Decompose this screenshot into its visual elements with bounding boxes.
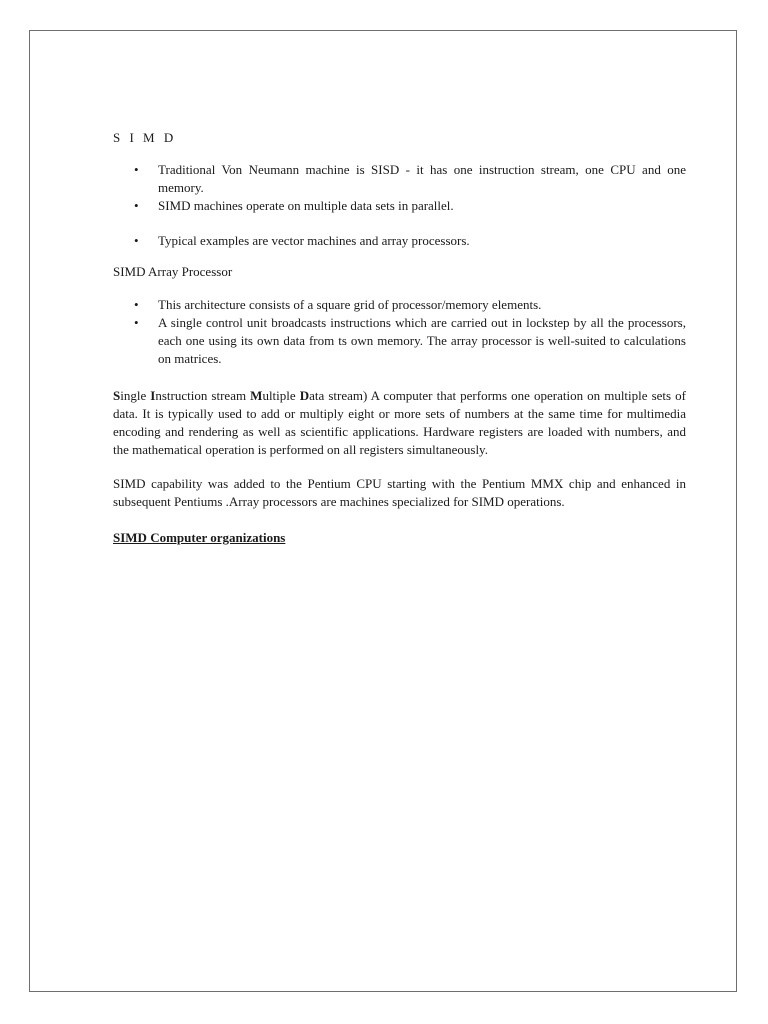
- document-page: [29, 30, 737, 992]
- list-item-text: SIMD machines operate on multiple data sets in parallel.: [158, 198, 454, 213]
- bullet-icon: •: [134, 198, 139, 213]
- bullet-list-array-processor: [113, 296, 686, 368]
- bullet-icon: •: [134, 297, 139, 312]
- list-item: [134, 232, 686, 250]
- bold-initial: M: [250, 388, 263, 403]
- list-item: [134, 161, 686, 197]
- bullet-icon: •: [134, 233, 139, 248]
- paragraph-definition: [113, 387, 686, 459]
- list-item-text: Typical examples are vector machines and array processors.: [158, 233, 470, 248]
- bold-initial: D: [299, 388, 310, 403]
- paragraph-text: nstruction stream: [155, 388, 251, 403]
- paragraph-text: ata stream) A computer that performs one operation on multiple sets of data. It is typically used to add or multiply eight or more sets of numbers at the same time for multimedia encoding and rendering as well as scientific applications. Hardware registers are loaded with numbers, and the mathematical operation is performed on all registers simultaneously.: [113, 388, 687, 457]
- list-item: [134, 197, 686, 215]
- document-body: [113, 129, 686, 547]
- bold-initial: I: [150, 388, 156, 403]
- subheading: SIMD Computer organizations: [113, 530, 286, 545]
- bullet-icon: •: [134, 315, 139, 330]
- bullet-list-simd-intro: [113, 161, 686, 250]
- list-item-text: Traditional Von Neumann machine is SISD - it has one instruction stream, one CPU and one memory.: [158, 162, 686, 195]
- list-item: [134, 296, 686, 314]
- list-item-text: This architecture consists of a square grid of processor/memory elements.: [158, 297, 542, 312]
- paragraph-text: ingle: [120, 388, 151, 403]
- document-heading: S I M D: [113, 130, 177, 145]
- section-title: SIMD Array Processor: [113, 264, 233, 279]
- paragraph-text: ultiple: [262, 388, 300, 403]
- bullet-icon: •: [134, 162, 139, 177]
- list-item: [134, 314, 686, 368]
- list-item-text: A single control unit broadcasts instructions which are carried out in lockstep by all the processors, each one using its own data from ts own memory. The array processor is well-suited to calculations on matrices.: [158, 315, 686, 366]
- bold-initial: S: [113, 388, 121, 403]
- paragraph-pentium: SIMD capability was added to the Pentium CPU starting with the Pentium MMX chip and enhanced in subsequent Pentiums .Array processors are machines specialized for SIMD operations.: [113, 476, 686, 509]
